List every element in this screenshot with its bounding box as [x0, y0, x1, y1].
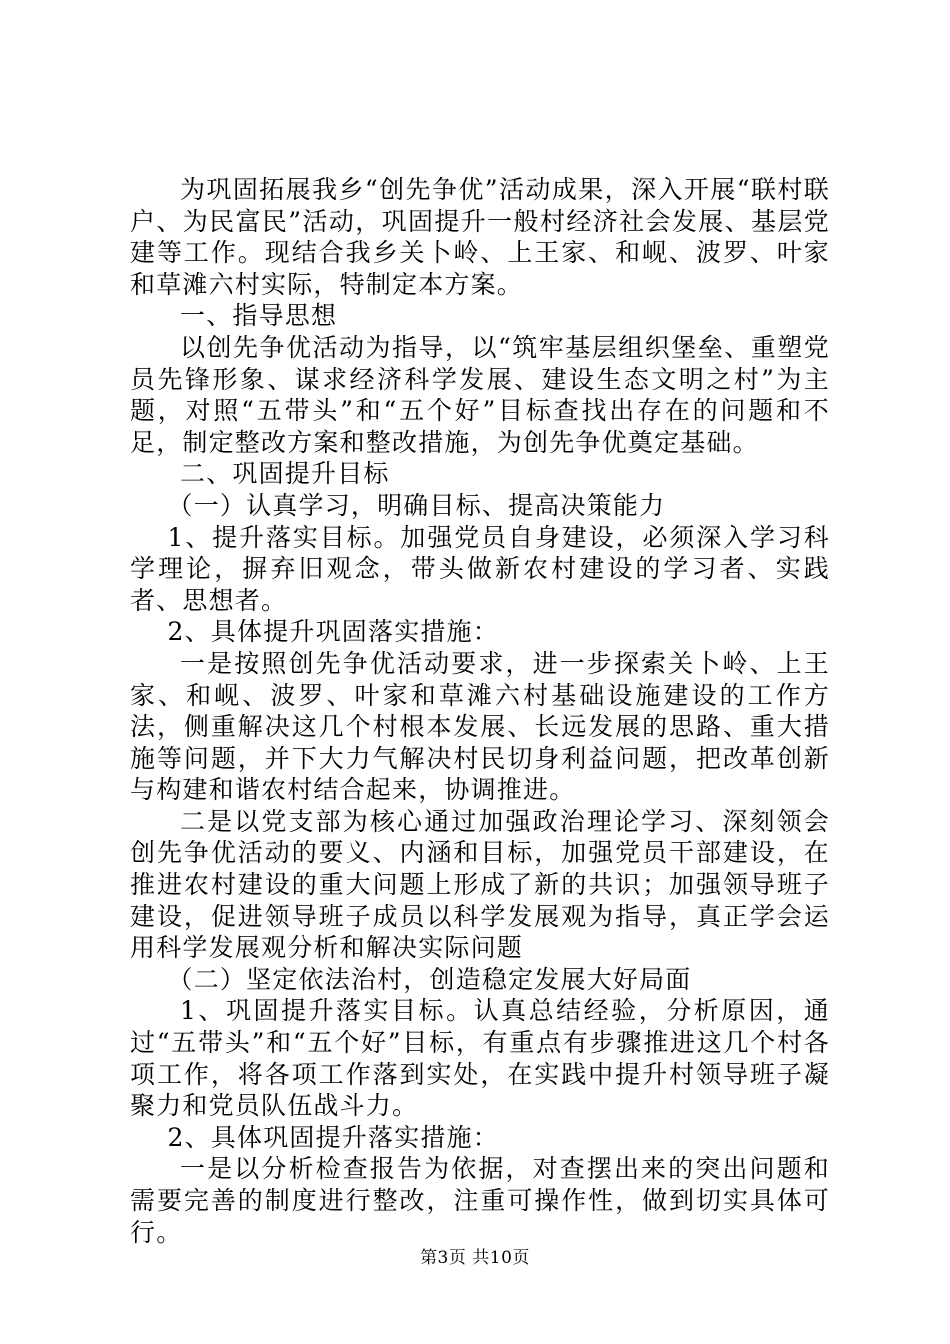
subsection-heading-rule-of-law: （二）坚定依法治村，创造稳定发展大好局面: [167, 964, 692, 994]
study-goal-paragraph: 1、提升落实目标。加强党员自身建设，必须深入学习科学理论，摒弃旧观念，带头做新农村建设的学习者、实践者、思想者。: [130, 522, 830, 615]
document-body: [130, 174, 830, 1248]
section-heading-goals: 二、巩固提升目标: [180, 459, 390, 489]
rule-of-law-goal-paragraph: 1、巩固提升落实目标。认真总结经验，分析原因，通过“五带头”和“五个好”目标，有重点有步骤推进这几个村各项工作，将各项工作落到实处，在实践中提升村领导班子凝聚力和党员队伍战斗力。: [130, 996, 830, 1121]
subsection-heading-study: （一）认真学习，明确目标、提高决策能力: [167, 490, 666, 520]
rule-of-law-measures-heading: 2、具体巩固提升落实措施：: [167, 1122, 500, 1152]
section-heading-guiding-ideology: 一、指导思想: [180, 301, 338, 331]
rule-of-law-measure-one-paragraph: 一是以分析检查报告为依据，对查摆出来的突出问题和需要完善的制度进行整改，注重可操作性，做到切实具体可行。: [130, 1154, 830, 1247]
study-measure-one-paragraph: 一是按照创先争优活动要求，进一步探索关卜岭、上王家、和岘、波罗、叶家和草滩六村基础设施建设的工作方法，侧重解决这几个村根本发展、长远发展的思路、重大措施等问题，并下大力气解决村民切身利益问题，把改革创新与构建和谐农村结合起来，协调推进。: [130, 648, 830, 805]
guiding-ideology-paragraph: 以创先争优活动为指导，以“筑牢基层组织堡垒、重塑党员先锋形象、谋求经济科学发展、建设生态文明之村”为主题，对照“五带头”和“五个好”目标查找出存在的问题和不足，制定整改方案和整改措施，为创先争优奠定基础。: [130, 332, 830, 457]
intro-paragraph: 为巩固拓展我乡“创先争优”活动成果，深入开展“联村联户、为民富民”活动，巩固提升一般村经济社会发展、基层党建等工作。现结合我乡关卜岭、上王家、和岘、波罗、叶家和草滩六村实际，特制定本方案。: [130, 175, 830, 299]
study-measure-two-paragraph: 二是以党支部为核心通过加强政治理论学习、深刻领会创先争优活动的要义、内涵和目标，加强党员干部建设，在推进农村建设的重大问题上形成了新的共识；加强领导班子建设，促进领导班子成员以科学发展观为指导，真正学会运用科学发展观分析和解决实际问题: [130, 806, 830, 963]
study-measures-heading: 2、具体提升巩固落实措施：: [167, 617, 500, 647]
page-number-footer: 第3页 共10页: [420, 1248, 530, 1268]
